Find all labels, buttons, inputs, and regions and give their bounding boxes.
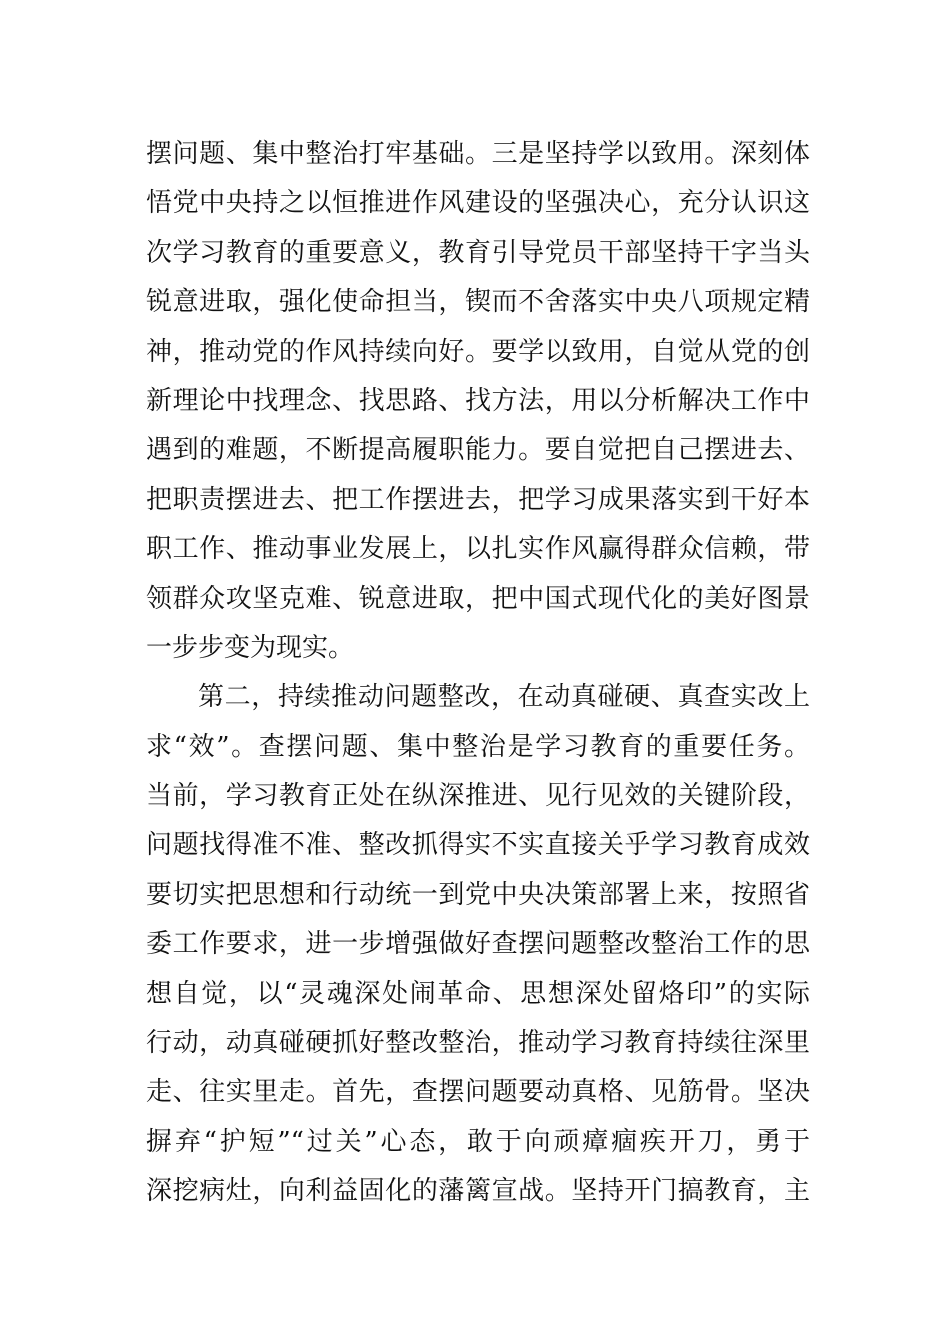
text-line: 委工作要求，进一步增强做好查摆问题整改整治工作的思	[146, 929, 810, 960]
text-line: 要切实把思想和行动统一到党中央决策部署上来，按照省	[146, 879, 810, 910]
text-line: 摆问题、集中整治打牢基础。三是坚持学以致用。深刻体	[146, 139, 810, 169]
text-line: 行动，动真碰硬抓好整改整治，推动学习教育持续往深里	[146, 1028, 810, 1059]
text-line: 职工作、推动事业发展上，以扎实作风赢得群众信赖，带	[146, 534, 810, 565]
text-line: 神，推动党的作风持续向好。要学以致用，自觉从党的创	[146, 336, 810, 367]
text-line: 求“效”。查摆问题、集中整治是学习教育的重要任务。	[146, 731, 810, 762]
text-line: 走、往实里走。首先，查摆问题要动真格、见筋骨。坚决	[146, 1077, 810, 1108]
text-line: 悟党中央持之以恒推进作风建设的坚强决心，充分认识这	[146, 188, 810, 219]
body-text	[146, 130, 810, 1217]
text-line: 遇到的难题，不断提高履职能力。要自觉把自己摆进去、	[146, 435, 810, 466]
text-line: 锐意进取，强化使命担当，锲而不舍落实中央八项规定精	[146, 287, 810, 318]
text-line: 想自觉，以“灵魂深处闹革命、思想深处留烙印”的实际	[146, 978, 810, 1009]
text-line: 摒弃“护短”“过关”心态，敢于向顽瘴痼疾开刀，勇于	[146, 1126, 810, 1157]
text-line: 把职责摆进去、把工作摆进去，把学习成果落实到干好本	[146, 484, 810, 515]
text-line: 新理论中找理念、找思路、找方法，用以分析解决工作中	[146, 385, 810, 416]
text-line: 当前，学习教育正处在纵深推进、见行见效的关键阶段，	[146, 781, 810, 812]
text-line: 次学习教育的重要意义，教育引导党员干部坚持干字当头	[146, 237, 810, 268]
text-line: 领群众攻坚克难、锐意进取，把中国式现代化的美好图景	[146, 583, 810, 614]
paragraph-start-line: 第二，持续推动问题整改，在动真碰硬、真查实改上	[198, 682, 810, 713]
paragraph-end-line: 一步步变为现实。	[146, 632, 355, 663]
text-line: 深挖病灶，向利益固化的藩篱宣战。坚持开门搞教育，主	[146, 1176, 810, 1207]
text-line: 问题找得准不准、整改抓得实不实直接关乎学习教育成效	[146, 830, 810, 861]
